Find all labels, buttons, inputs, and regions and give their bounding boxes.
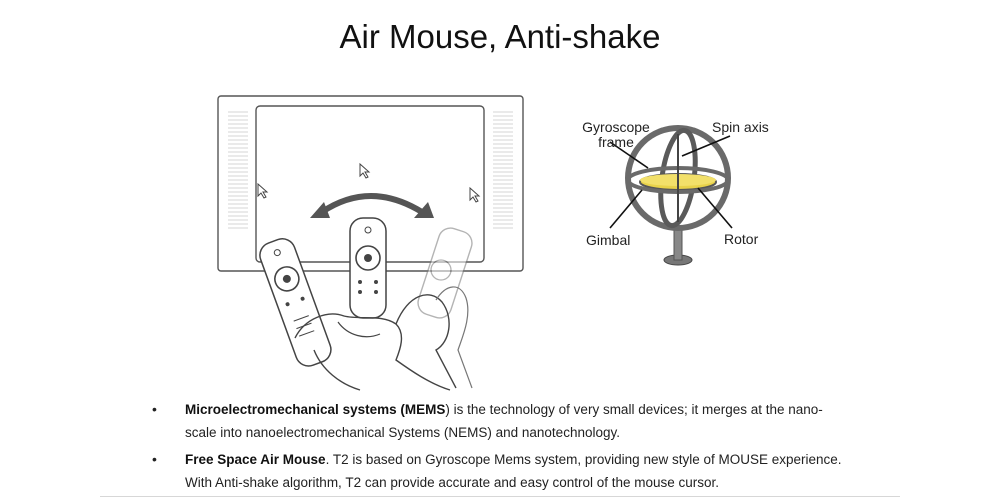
spin-axis-label: Spin axis	[712, 119, 769, 135]
air-mouse-term: Free Space Air Mouse	[185, 452, 326, 467]
remote-center	[350, 218, 386, 318]
gyroscope-frame-label: Gyroscope frame	[582, 119, 650, 150]
list-item	[150, 398, 850, 444]
page-title: Air Mouse, Anti-shake	[339, 18, 661, 55]
gimbal-label: Gimbal	[586, 232, 631, 248]
mems-acronym: MEMS	[404, 402, 446, 417]
mems-term: Microelectromechanical systems (	[185, 402, 405, 417]
rotor-label: Rotor	[724, 231, 759, 247]
bullet-icon: •	[152, 401, 157, 417]
mems-paren: )	[445, 402, 450, 417]
list-item	[150, 448, 850, 494]
bullet-icon: •	[152, 451, 157, 467]
feature-list	[150, 398, 850, 498]
air-mouse-description: . T2 is based on Gyroscope Mems system, providing new style of MOUSE experience. With Anti-shake algorithm, T2 can provide accurate and easy control of the mouse cursor.	[185, 452, 842, 490]
tv-air-mouse-illustration	[210, 88, 540, 393]
mems-description: is the technology of very small devices; it merges at the nano-scale into nanoelectromechanical Systems (NEMS) and nanotechnology.	[185, 402, 823, 440]
bottom-divider	[100, 496, 900, 497]
